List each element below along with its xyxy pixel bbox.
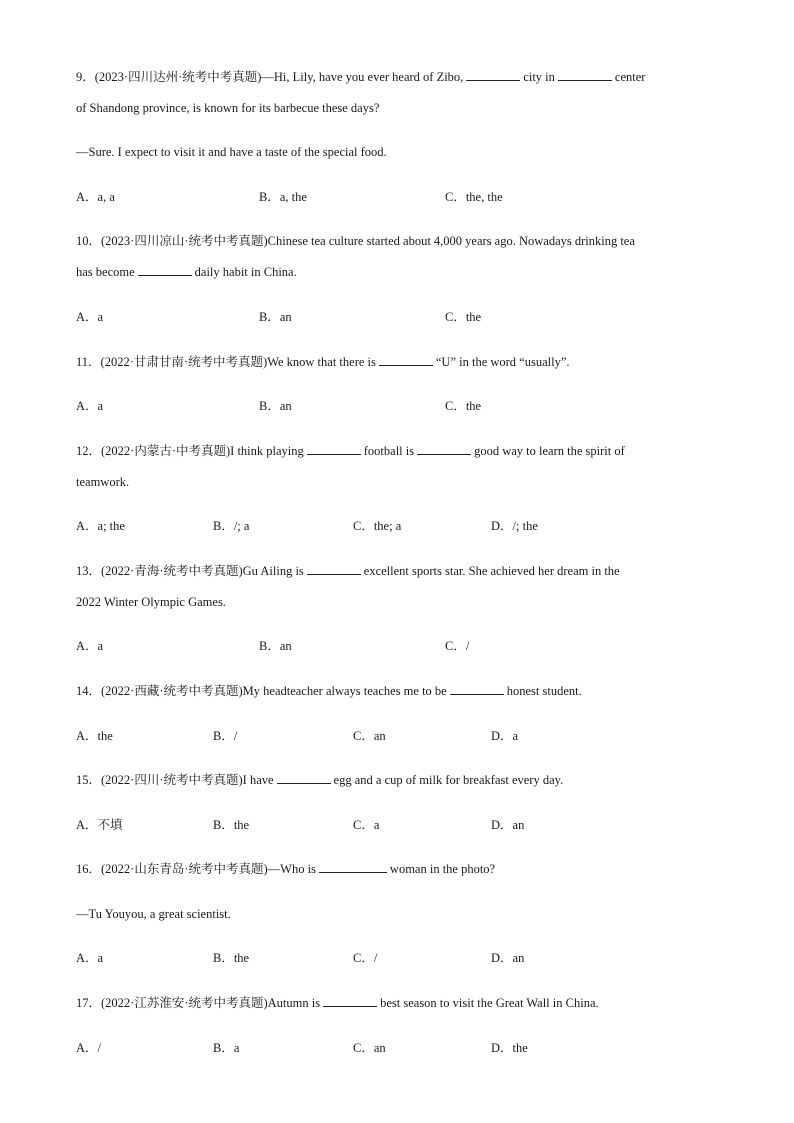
question-source: 13．(2022·青海·统考中考真题) [76, 564, 243, 578]
question-source: 17．(2022·江苏淮安·统考中考真题) [76, 996, 268, 1010]
question-14-line-1: 14．(2022·西藏·统考中考真题)My headteacher always teaches me to be honest student. [76, 684, 582, 698]
question-source: 10．(2023·四川凉山·统考中考真题) [76, 234, 268, 248]
question-16-line-2: —Tu Youyou, a great scientist. [76, 907, 231, 921]
question-13-line-1: 13．(2022·青海·统考中考真题)Gu Ailing is excellent sports star. She achieved her dream in the [76, 564, 620, 578]
question-9-line-3: —Sure. I expect to visit it and have a taste of the special food. [76, 145, 387, 159]
answer-blank[interactable] [379, 354, 433, 366]
answer-blank[interactable] [466, 69, 520, 81]
question-source: 16．(2022·山东青岛·统考中考真题) [76, 862, 268, 876]
option-d[interactable]: D．/; the [491, 519, 538, 533]
question-12-line-2: teamwork. [76, 475, 130, 489]
question-12-line-1: 12．(2022·内蒙古·中考真题)I think playing football is good way to learn the spirit of [76, 444, 625, 458]
option-b[interactable]: B．a [213, 1041, 240, 1055]
answer-blank[interactable] [323, 995, 377, 1007]
answer-blank[interactable] [450, 683, 504, 695]
answer-blank[interactable] [558, 69, 612, 81]
option-c[interactable]: C．the, the [445, 190, 503, 204]
option-b[interactable]: B．an [259, 310, 292, 324]
question-10-line-2: has become daily habit in China. [76, 265, 297, 279]
answer-blank[interactable] [307, 443, 361, 455]
option-c[interactable]: C．the [445, 310, 482, 324]
answer-blank[interactable] [307, 563, 361, 575]
question-source: 11．(2022·甘肃甘南·统考中考真题) [76, 355, 268, 369]
option-b[interactable]: B．the [213, 818, 250, 832]
question-9-line-2: of Shandong province, is known for its barbecue these days? [76, 101, 380, 115]
answer-blank[interactable] [319, 861, 387, 873]
option-a[interactable]: A．the [76, 729, 113, 743]
option-c[interactable]: C．/ [445, 639, 470, 653]
question-13-line-2: 2022 Winter Olympic Games. [76, 595, 226, 609]
option-a[interactable]: A．/ [76, 1041, 102, 1055]
option-b[interactable]: B．an [259, 399, 292, 413]
question-11-line-1: 11．(2022·甘肃甘南·统考中考真题)We know that there is “U” in the word “usually”. [76, 355, 570, 369]
question-source: 12．(2022·内蒙古·中考真题) [76, 444, 231, 458]
option-b[interactable]: B．an [259, 639, 292, 653]
option-a[interactable]: A．a; the [76, 519, 125, 533]
question-source: 9．(2023·四川达州·统考中考真题) [76, 70, 262, 84]
option-d[interactable]: D．an [491, 818, 525, 832]
option-c[interactable]: C．a [353, 818, 380, 832]
question-17-line-1: 17．(2022·江苏淮安·统考中考真题)Autumn is best season to visit the Great Wall in China. [76, 996, 599, 1010]
option-a[interactable]: A．a [76, 951, 104, 965]
answer-blank[interactable] [417, 443, 471, 455]
option-c[interactable]: C．the; a [353, 519, 402, 533]
option-d[interactable]: D．an [491, 951, 525, 965]
option-b[interactable]: B．/; a [213, 519, 250, 533]
question-9-line-1: 9．(2023·四川达州·统考中考真题)—Hi, Lily, have you ever heard of Zibo, city in center [76, 70, 646, 84]
option-a[interactable]: A．a [76, 639, 104, 653]
option-c[interactable]: C．an [353, 1041, 386, 1055]
answer-blank[interactable] [138, 264, 192, 276]
question-16-line-1: 16．(2022·山东青岛·统考中考真题)—Who is woman in the photo? [76, 862, 496, 876]
option-a[interactable]: A．不填 [76, 818, 123, 832]
option-c[interactable]: C．an [353, 729, 386, 743]
option-a[interactable]: A．a [76, 399, 104, 413]
option-a[interactable]: A．a, a [76, 190, 115, 204]
option-b[interactable]: B．the [213, 951, 250, 965]
question-source: 14．(2022·西藏·统考中考真题) [76, 684, 243, 698]
question-10-line-1: 10．(2023·四川凉山·统考中考真题)Chinese tea culture started about 4,000 years ago. Nowadays drinking tea [76, 234, 635, 248]
question-source: 15．(2022·四川·统考中考真题) [76, 773, 243, 787]
option-d[interactable]: D．a [491, 729, 519, 743]
option-c[interactable]: C．the [445, 399, 482, 413]
question-15-line-1: 15．(2022·四川·统考中考真题)I have egg and a cup of milk for breakfast every day. [76, 773, 564, 787]
option-c[interactable]: C．/ [353, 951, 378, 965]
option-b[interactable]: B．/ [213, 729, 238, 743]
option-d[interactable]: D．the [491, 1041, 528, 1055]
option-b[interactable]: B．a, the [259, 190, 307, 204]
option-a[interactable]: A．a [76, 310, 104, 324]
answer-blank[interactable] [277, 772, 331, 784]
